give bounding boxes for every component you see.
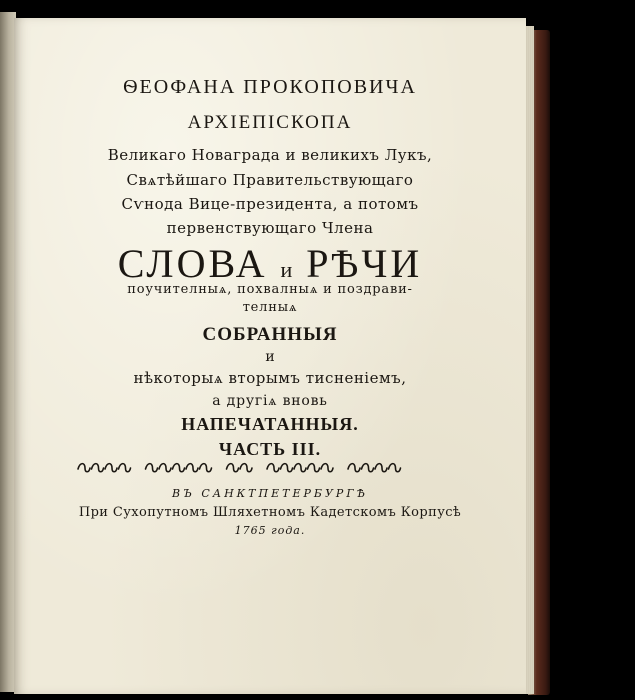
title-page — [14, 18, 526, 694]
subtitle-line-2: телныѧ — [242, 300, 298, 315]
ornament-wave — [294, 464, 306, 472]
ornament-wave — [200, 464, 212, 472]
see-line-2: Свѧтѣйшаго Правительствующаго — [126, 171, 414, 189]
main-title-words: СЛОВА — [117, 241, 268, 286]
see-line-1: Великаго Новаграда и великихъ Лукъ, — [107, 146, 433, 164]
printed-heading: НАПЕЧАТАННЫЯ. — [181, 414, 359, 434]
main-title-speeches: РѢЧИ — [306, 241, 423, 286]
imprint-city: ВЪ САНКТПЕТЕРБУРГѢ — [172, 487, 368, 500]
main-title — [14, 240, 526, 287]
ornament-wave — [227, 464, 239, 472]
ornament-wave — [186, 464, 198, 472]
ornament-wave — [308, 464, 320, 472]
main-title-conjunction: и — [280, 257, 294, 282]
conjunction-line: и — [265, 349, 275, 365]
imprint-year: 1765 года. — [234, 524, 306, 537]
ornament-wave — [146, 464, 158, 472]
see-line-4: первенствующаго Члена — [166, 219, 374, 237]
ornament-wave — [348, 464, 360, 472]
ornament-wave — [240, 464, 252, 472]
ornament-wave — [267, 464, 279, 472]
ornament-wave — [375, 464, 387, 472]
see-line-3: Сѵнода Вице-президента, а потомъ — [121, 195, 419, 213]
ornament-wave — [78, 464, 90, 472]
ornament-wave — [389, 464, 401, 472]
author-rank: АРХІЕПІСКОПА — [187, 112, 353, 133]
ornament-wave — [321, 464, 333, 472]
ornament-wave — [362, 464, 374, 472]
ornament-wave — [281, 464, 293, 472]
ornament-wave — [105, 464, 117, 472]
ornament-wave — [92, 464, 104, 472]
others-line: а другіѧ вновь — [212, 393, 328, 409]
collected-heading: СОБРАННЫЯ — [202, 324, 338, 345]
volume-part: ЧАСТЬ III. — [218, 439, 322, 459]
ornament-wave — [159, 464, 171, 472]
imprint-printer: При Сухопутномъ Шляхетномъ Кадетскомъ Корпусѣ — [78, 505, 462, 520]
second-edition-line: нѣкоторыѧ вторымъ тисненіемъ, — [133, 369, 407, 387]
author-name: ѲЕОФАНА ПРОКОПОВИЧА — [123, 76, 417, 98]
ornamental-rule — [76, 460, 402, 476]
ornament-wave — [173, 464, 185, 472]
ornament-wave — [119, 464, 131, 472]
subtitle-line-1: поучителныѧ, похвалныѧ и поздрави- — [127, 282, 413, 297]
